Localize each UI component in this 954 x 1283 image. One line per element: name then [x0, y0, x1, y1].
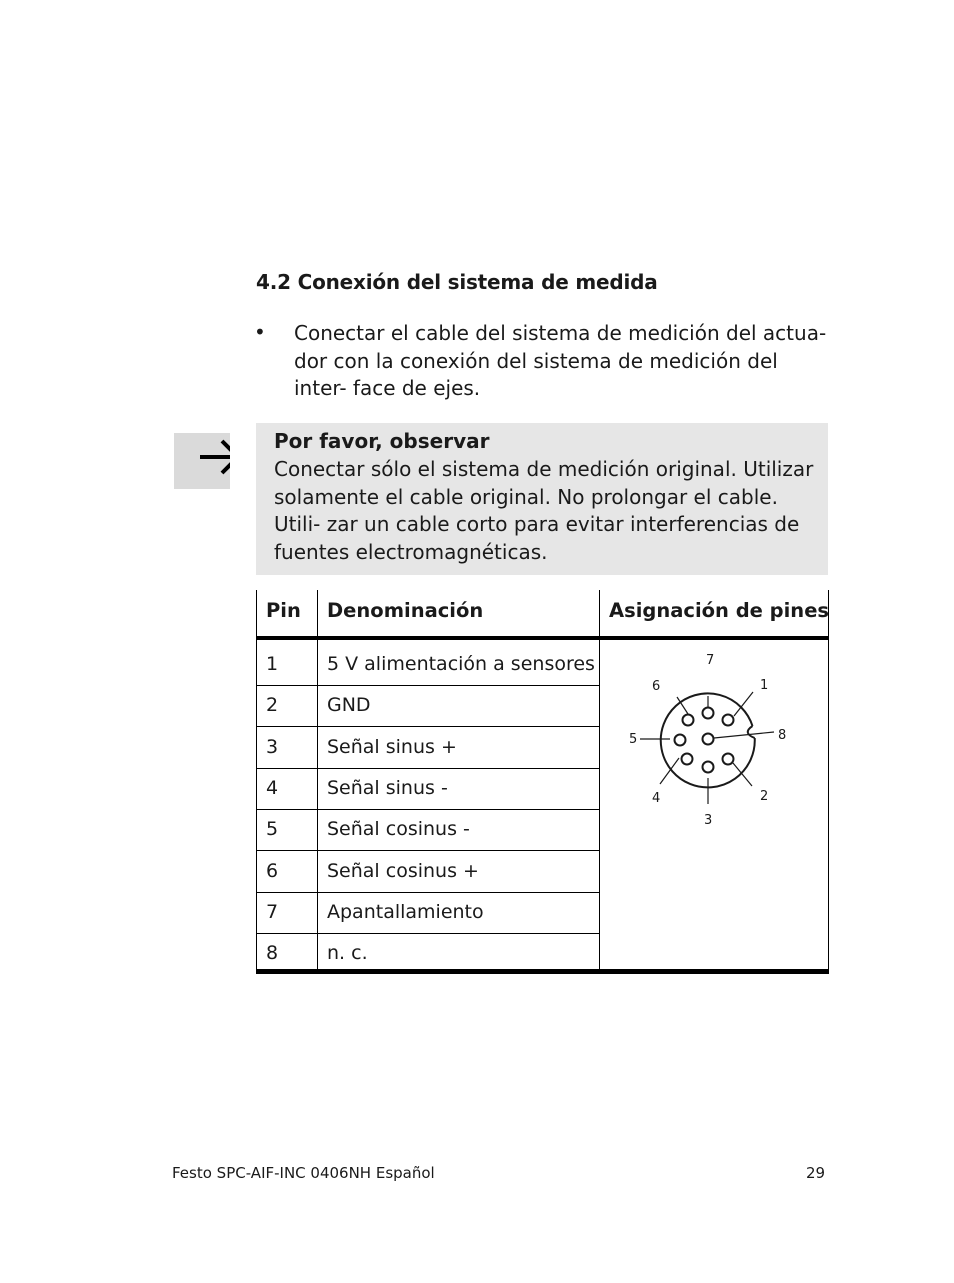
table-row-pin: 6 [266, 860, 279, 882]
header-pin: Pin [266, 599, 301, 622]
pin-5-hole [675, 735, 686, 746]
connector-pinout-diagram [622, 646, 802, 836]
header-denominacion: Denominación [327, 599, 484, 622]
pin-label-1: 1 [760, 678, 769, 693]
pin-3-hole [703, 762, 714, 773]
pin-label-7: 7 [706, 653, 715, 668]
section-heading: 4.2 Conexión del sistema de medida [256, 270, 658, 294]
table-row-pin: 3 [266, 736, 279, 758]
table-row-name: Señal cosinus + [327, 860, 479, 882]
pin-label-5: 5 [629, 732, 638, 747]
bullet-instruction: Conectar el cable del sistema de medición del actua- dor con la conexión del sistema de medición del inter- face de ejes. [294, 321, 827, 400]
table-row-pin: 8 [266, 942, 279, 964]
table-row-pin: 4 [266, 777, 279, 799]
note-title: Por favor, observar [274, 429, 490, 453]
footer-document-id: Festo SPC-AIF-INC 0406NH Español [172, 1164, 435, 1182]
table-row-name: n. c. [327, 942, 368, 964]
pin-6-hole [683, 715, 694, 726]
header-asignacion: Asignación de pines [609, 599, 830, 622]
pin-1-hole [723, 715, 734, 726]
pin-label-6: 6 [652, 679, 661, 694]
pin-7-hole [703, 708, 714, 719]
pin-2-hole [723, 754, 734, 765]
pin-label-2: 2 [760, 789, 769, 804]
table-row-pin: 7 [266, 901, 279, 923]
right-arrow-icon [174, 433, 230, 489]
table-row-pin: 5 [266, 818, 279, 840]
table-row-pin: 1 [266, 653, 279, 675]
bullet-symbol: • [254, 320, 266, 344]
table-row-pin: 2 [266, 694, 279, 716]
pin-8-hole [703, 734, 714, 745]
note-text: Conectar sólo el sistema de medición original. Utilizar solamente el cable original. No prolongar el cable. Utili- zar un cable corto para evitar interferencias de fuentes electromagnéticas. [274, 457, 814, 564]
table-row-name: Apantallamiento [327, 901, 484, 923]
footer-page-number: 29 [806, 1164, 826, 1182]
pin-label-8: 8 [778, 728, 787, 743]
table-row-name: Señal sinus - [327, 777, 448, 799]
pin-label-3: 3 [704, 813, 713, 828]
table-row-name: Señal cosinus - [327, 818, 470, 840]
table-row-name: Señal sinus + [327, 736, 457, 758]
pin-label-4: 4 [652, 791, 661, 806]
table-row-name: 5 V alimentación a sensores [327, 653, 595, 675]
table-row-name: GND [327, 694, 371, 716]
note-box [256, 423, 828, 575]
pin-4-hole [682, 754, 693, 765]
note-arrow-box [174, 433, 230, 489]
